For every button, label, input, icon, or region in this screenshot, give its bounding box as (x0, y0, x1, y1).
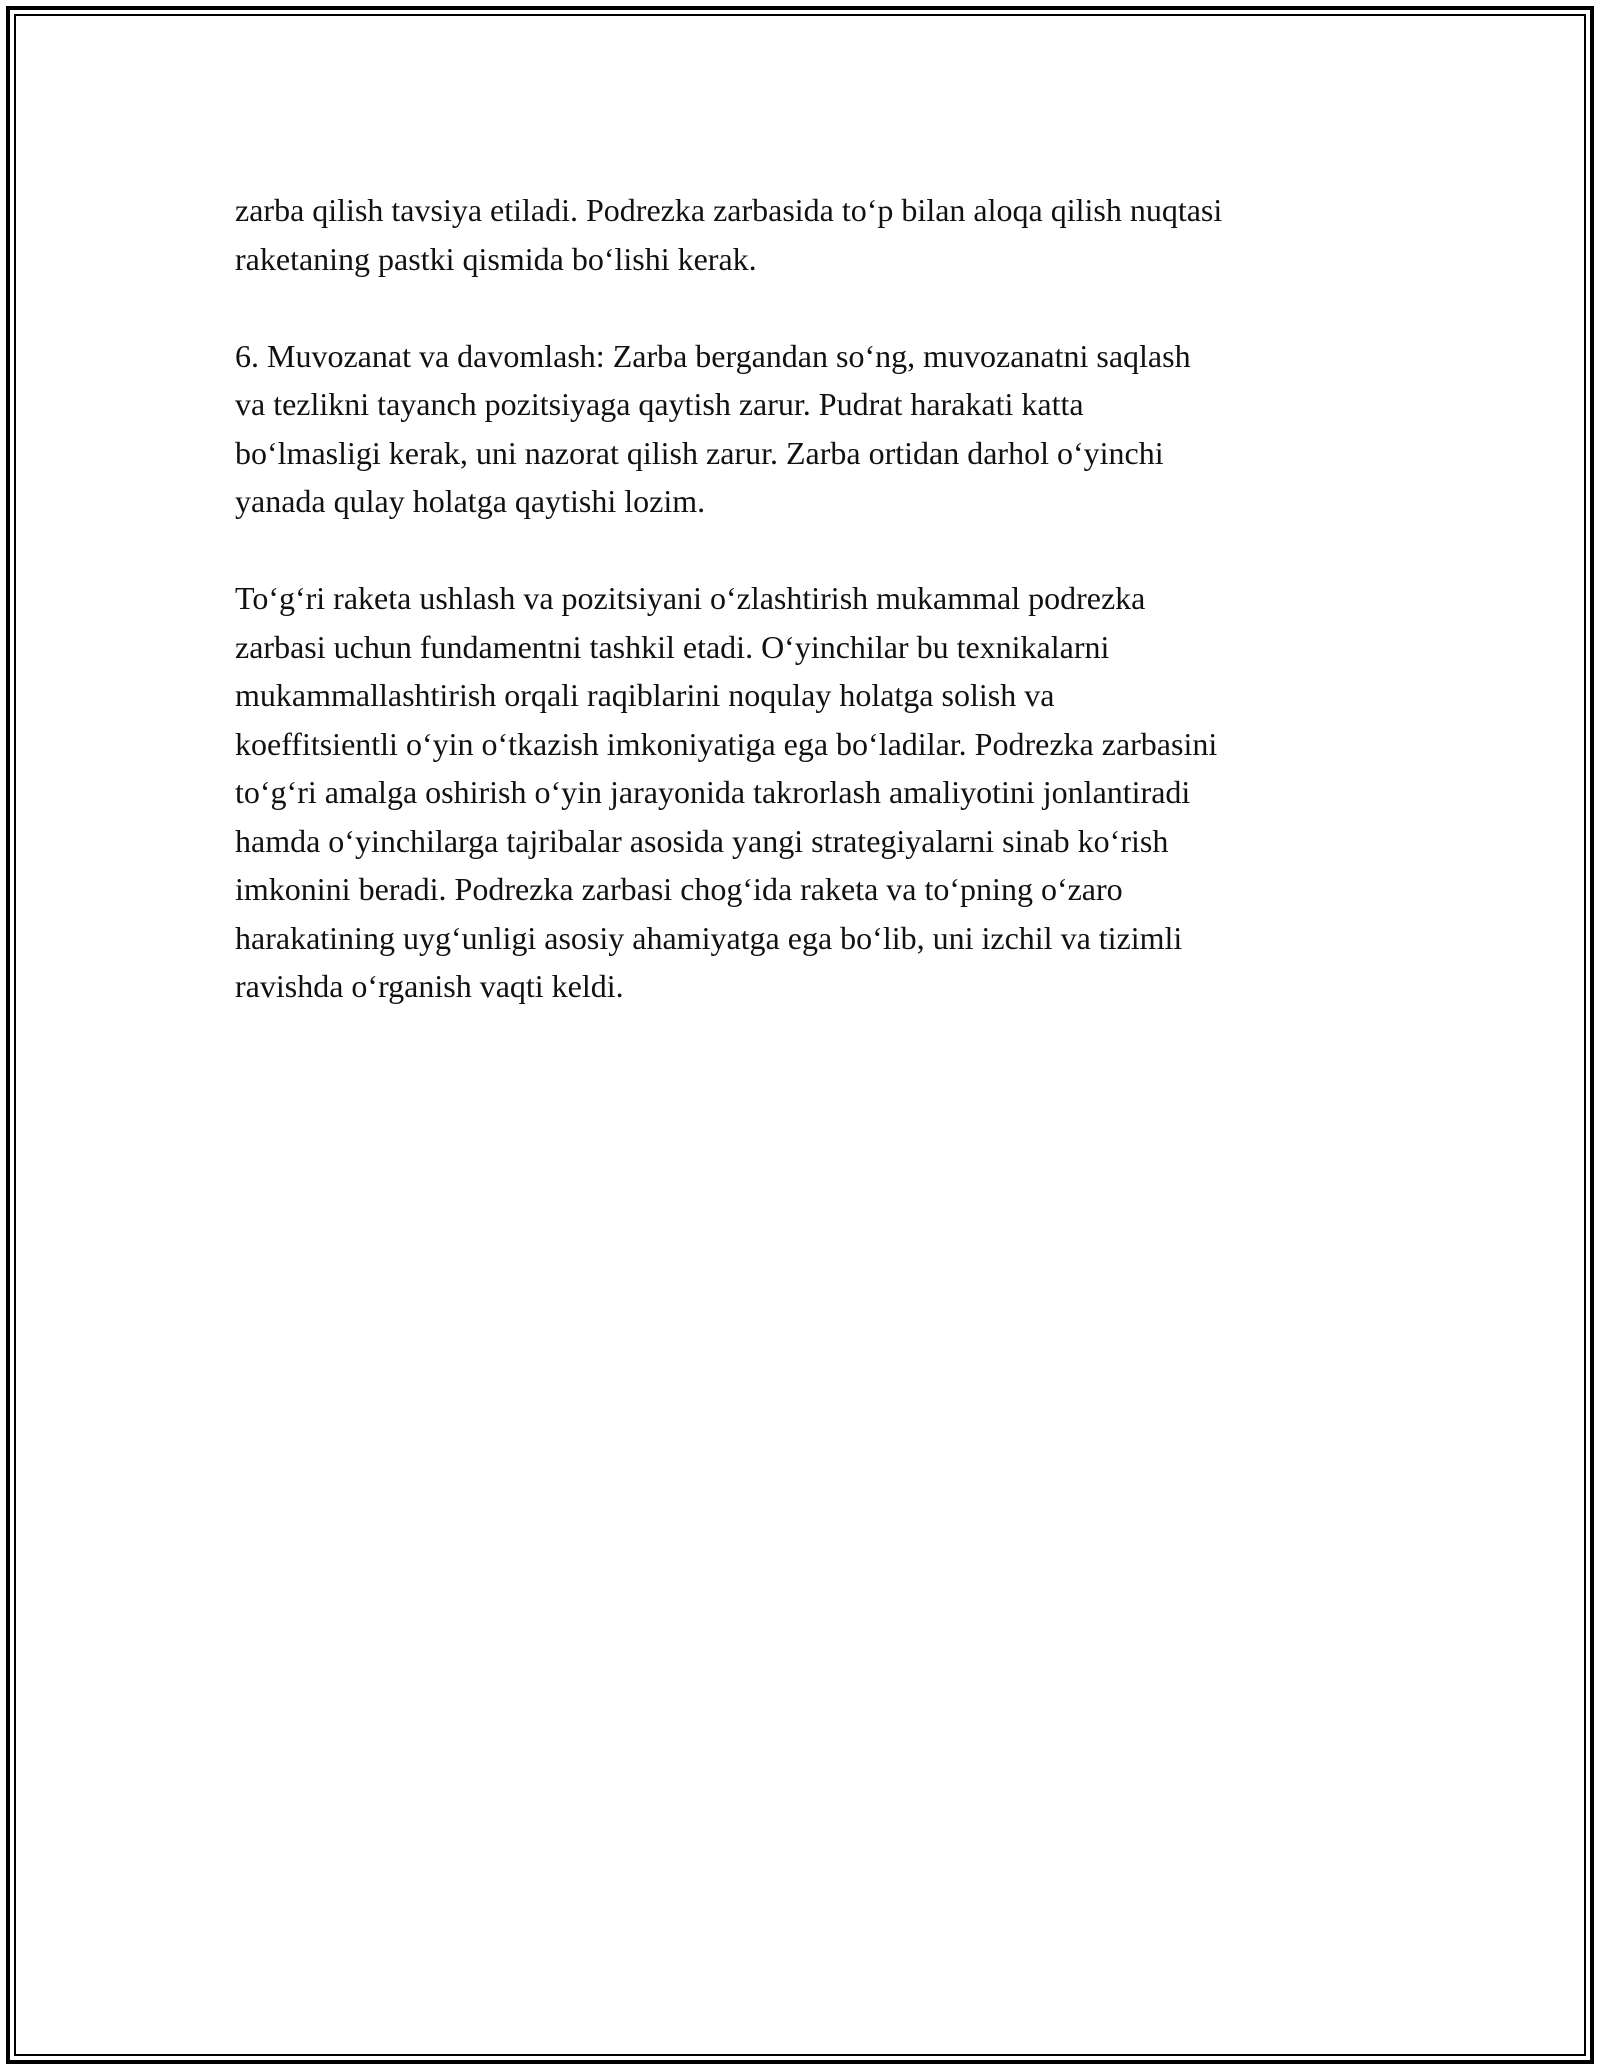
text-line: hamda o‘yinchilarga tajribalar asosida yangi strategiyalarni sinab ko‘rish (235, 822, 1169, 859)
text-line: raketaning pastki qismida bo‘lishi kerak. (235, 240, 757, 277)
paragraph-conclusion (235, 574, 1375, 1011)
text-line: mukammallashtirish orqali raqiblarini noqulay holatga solish va (235, 677, 1055, 713)
paragraph-continuation (235, 186, 1375, 283)
text-line: To‘g‘ri raketa ushlash va pozitsiyani o‘zlashtirish mukammal podrezka (235, 580, 1146, 616)
text-line: ravishda o‘rganish vaqti keldi. (235, 968, 624, 1004)
text-line: to‘g‘ri amalga oshirish o‘yin jarayonida takrorlash amaliyotini jonlantiradi (235, 774, 1191, 810)
text-line: zarba qilish tavsiya etiladi. Podrezka zarbasida to‘p bilan aloqa qilish nuqtasi (235, 192, 1223, 228)
text-line: bo‘lmasligi kerak, uni nazorat qilish zarur. Zarba ortidan darhol o‘yinchi (235, 434, 1164, 471)
text-line: va tezlikni tayanch pozitsiyaga qaytish zarur. Pudrat harakati katta (235, 386, 1084, 422)
text-line: yanada qulay holatga qaytishi lozim. (235, 483, 706, 519)
document-body (235, 186, 1375, 1011)
text-line: imkonini beradi. Podrezka zarbasi chog‘ida raketa va to‘pning o‘zaro (235, 871, 1123, 907)
text-line: zarbasi uchun fundamentni tashkil etadi. O‘yinchilar bu texnikalarni (235, 628, 1110, 665)
paragraph-balance-follow-through (235, 332, 1375, 526)
text-line: koeffitsientli o‘yin o‘tkazish imkoniyatiga ega bo‘ladilar. Podrezka zarbasini (235, 725, 1218, 762)
text-line: 6. Muvozanat va davomlash: Zarba bergandan so‘ng, muvozanatni saqlash (235, 337, 1191, 374)
text-line: harakatining uyg‘unligi asosiy ahamiyatga ega bo‘lib, uni izchil va tizimli (235, 919, 1183, 956)
